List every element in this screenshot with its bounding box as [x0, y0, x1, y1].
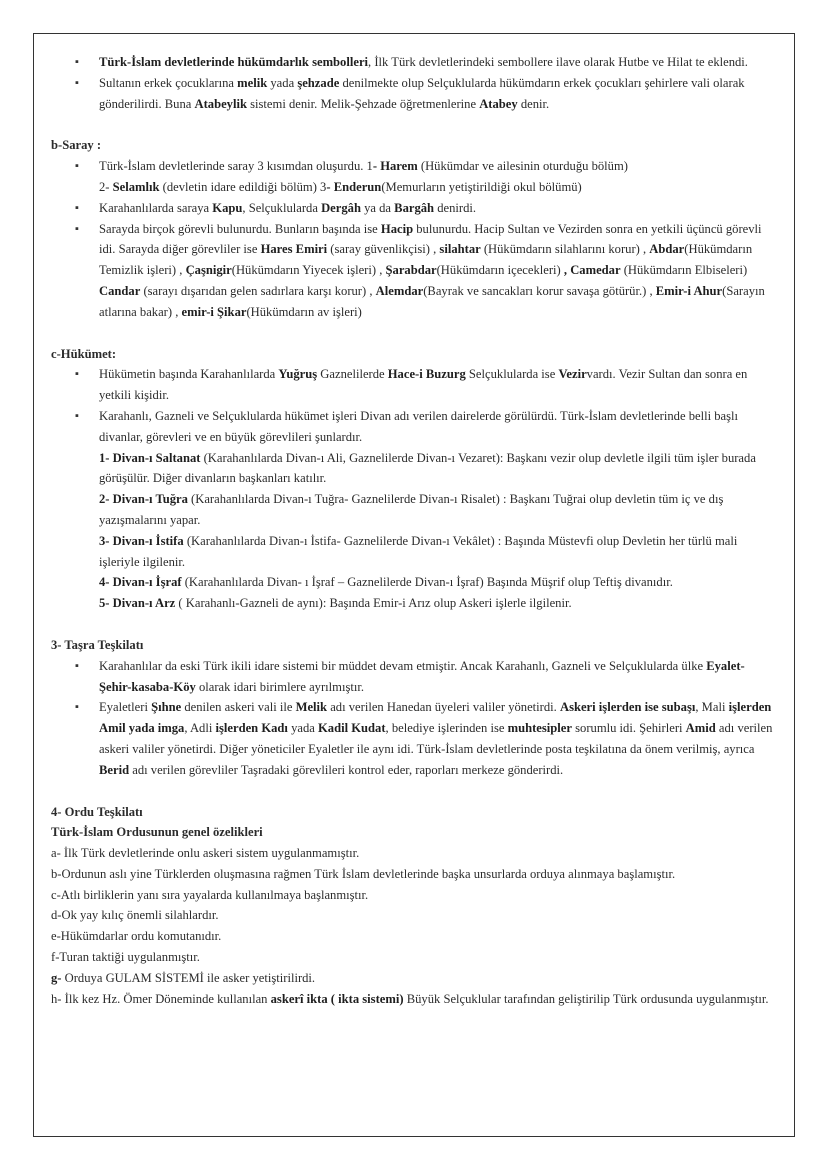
bullet-subline	[99, 448, 773, 490]
ordu-feature-line	[51, 864, 773, 885]
text-run: (Sarayın atlarına bakar) ,	[99, 283, 765, 319]
bold-term: g-	[51, 970, 62, 985]
bullet-subline	[99, 531, 773, 573]
text-run: , Selçuklularda	[242, 200, 322, 215]
text-run: olarak idari birimlere ayrılmıştır.	[195, 679, 365, 694]
bold-term: Emir-i Ahur	[655, 283, 723, 298]
bold-term: - Enderun	[326, 179, 382, 194]
text-run: Büyük Selçuklular tarafından geliştirilip Türk ordusunda uygulanmıştır.	[403, 991, 769, 1006]
bold-term: emir-i Şikar	[181, 304, 247, 319]
text-run: yada	[267, 75, 298, 90]
text-run: (Memurların yetiştirildiği okul bölümü)	[381, 179, 582, 194]
bold-term: Berid	[99, 762, 130, 777]
bold-term: , Camedar	[563, 263, 621, 278]
bold-term: 2- Divan-ı Tuğra	[99, 492, 188, 507]
bullet-item	[51, 219, 773, 323]
text-run: Türk-İslam devletlerinde saray 3 kısımdan oluşurdu. 1	[99, 159, 373, 174]
text-run: bulunurdu. Hacip Sultan ve Vezirden sonra en yetkili üçüncü görevli idi. Sarayda diğer görevliler ise	[99, 221, 762, 257]
bold-term: Hace-i Buzurg	[387, 367, 466, 382]
bullet-subline	[99, 593, 773, 614]
text-run: sistemi denir. Melik-Şehzade öğretmenlerine	[246, 96, 480, 111]
ordu-feature-list	[51, 843, 773, 1009]
text-run: h- İlk kez Hz. Ömer Döneminde kullanılan	[51, 991, 271, 1006]
text-run: (Karahanlılarda Divan-ı Ali, Gaznelilerde Divan-ı Vezaret): Başkanı vezir olup devletle ilgili tüm işler burada görüşülür. Diğer divanların başkanları katılır.	[99, 450, 756, 486]
bold-term: 1- Divan-ı Saltanat	[99, 450, 201, 465]
bold-term: 3- Divan-ı İstifa	[99, 533, 184, 548]
text-run: (Hükümdarın Temizlik işleri) ,	[99, 242, 753, 278]
text-run: (Hükümdarın silahlarını korur) ,	[480, 242, 650, 257]
bullet-subline	[99, 177, 773, 198]
bold-term: Melik	[295, 700, 328, 715]
text-run: Eyaletleri	[99, 700, 152, 715]
text-run: ya da	[360, 200, 395, 215]
bold-term: Eyalet-Şehir-kasaba-Köy	[99, 658, 745, 694]
text-run: b-Ordunun aslı yine Türklerden oluşmasına rağmen Türk İslam devletlerinde başka unsurlarda orduya alınmaya başlamıştır.	[51, 866, 676, 881]
bold-term: Çaşnigir	[185, 263, 232, 278]
bold-term: Atabey	[479, 96, 518, 111]
bullet-item	[51, 406, 773, 614]
text-run: (Karahanlılarda Divan-ı İstifa- Gaznelilerde Divan-ı Vekâlet) : Başında Müstevfi olup Devletin her türlü mali işleriyle ilgilenir.	[99, 533, 738, 569]
text-run: adı verilen askeri valiler yönetirdi. Diğer yöneticiler Eyaletler ile aynı idi. Türk-İslam devletlerinde posta teşkilatına da önem verilmiş, ayrıca	[99, 721, 773, 756]
page-border	[33, 33, 795, 1137]
text-run: adı verilen Hanedan üyeleri valiler yönetirdi.	[327, 700, 560, 715]
bold-term: 4- Divan-ı İşraf	[99, 575, 182, 590]
text-run: (Karahanlılarda Divan- ı İşraf – Gaznelilerde Divan-ı İşraf) Başında Müşrif olup Teftiş divanıdır.	[181, 575, 673, 590]
section-title-tasra: 3- Taşra Teşkilatı	[51, 637, 144, 652]
bold-term: 5- Divan-ı Arz	[99, 596, 176, 611]
bold-term: Candar	[99, 283, 141, 298]
text-run: , Adli	[184, 721, 216, 736]
bullet-subline	[99, 489, 773, 531]
text-run: Karahanlılar da eski Türk ikili idare sistemi bir müddet devam etmiştir. Ancak Karahanlı, Gazneli ve Selçuklularda ülke	[99, 658, 707, 673]
text-run: (saray güvenlikçisi) ,	[327, 242, 440, 257]
bold-term: Bargâh	[394, 200, 435, 215]
bold-term: silahtar	[439, 242, 481, 257]
text-run: Karahanlı, Gazneli ve Selçuklularda hükümet işleri Divan adı verilen dairelerde görülürdü. Türk-İslam devletlerinde belli başlı divanlar, görevleri ve en büyük görevlileri şunlardır.	[99, 408, 739, 444]
bold-term: işlerden Amil yada imga	[99, 700, 772, 736]
text-run: sorumlu idi. Şehirleri	[571, 721, 686, 736]
text-run: (Karahanlılarda Divan-ı Tuğra- Gaznelilerde Divan-ı Risalet) : Başkanı Tuğrai olup devletin tüm iç ve dış yazışmalarını yapar.	[99, 492, 724, 527]
text-run: Hükümetin başında Karahanlılarda	[99, 367, 279, 382]
bold-term: Abdar	[649, 242, 685, 257]
text-run: Karahanlılarda saraya	[99, 200, 213, 215]
text-run: denirdi.	[434, 200, 477, 215]
text-run: (devletin idare edildiği bölüm) 3	[159, 179, 327, 194]
ordu-feature-line	[51, 905, 773, 926]
bold-term: melik	[237, 75, 268, 90]
text-run: Selçuklularda ise	[465, 367, 559, 382]
text-run: denir.	[517, 96, 550, 111]
section-title-saray: b-Saray :	[51, 138, 102, 153]
text-run: (Hükümdar ve ailesinin oturduğu bölüm)	[417, 159, 628, 174]
bold-term: Selamlık	[112, 179, 160, 194]
bold-term: Şıhne	[151, 700, 182, 715]
ordu-feature-line	[51, 885, 773, 906]
bold-term: Askeri işlerden ise subaşı	[559, 700, 696, 715]
text-run: , Mali	[695, 700, 729, 715]
bold-term: işlerden Kadı	[215, 721, 288, 736]
bullet-subline	[99, 572, 773, 593]
bold-term: Amid	[685, 721, 716, 736]
text-run: (Bayrak ve sancakları korur savaşa götürür.) ,	[423, 283, 656, 298]
bold-term: Türk-İslam devletlerinde hükümdarlık sembolleri	[99, 55, 369, 69]
text-run: Orduya GULAM SİSTEMİ ile asker yetiştirilirdi.	[61, 970, 316, 985]
bullet-item	[51, 364, 773, 406]
text-run: c-Atlı birliklerin yanı sıra yayalarda kullanılmaya başlanmıştır.	[51, 887, 369, 902]
ordu-feature-line	[51, 968, 773, 989]
text-run: 2-	[99, 179, 113, 194]
bold-term: Yuğruş	[278, 367, 318, 382]
bullet-item	[51, 697, 773, 780]
text-run: Gaznelilerde	[317, 367, 388, 382]
ordu-feature-line	[51, 947, 773, 968]
bullet-item	[51, 52, 773, 73]
text-run: denilmekte olup Selçuklularda hükümdarın erkek çocukları şehirlere vali olarak gönderilirdi. Buna	[99, 75, 745, 111]
text-run: (Hükümdarın Elbiseleri)	[620, 263, 748, 278]
text-run: f-Turan taktiği uygulanmıştır.	[51, 950, 200, 965]
saray-bullet-list	[51, 156, 773, 322]
bullet-item	[51, 73, 773, 115]
text-run: (Hükümdarın içecekleri)	[436, 263, 564, 278]
text-run: d-Ok yay kılıç önemli silahlardır.	[51, 908, 219, 923]
text-run: vardı. Vezir Sultan dan sonra en yetkili kişidir.	[99, 367, 748, 403]
text-run: , İlk Türk devletlerindeki sembollere ilave olarak Hutbe ve Hilat te eklendi.	[368, 55, 748, 69]
text-run: e-Hükümdarlar ordu komutanıdır.	[51, 929, 222, 944]
section-title-hukumet: c-Hükümet:	[51, 346, 117, 361]
hukumet-bullet-list	[51, 364, 773, 614]
bullet-item	[51, 198, 773, 219]
bold-term: Hares Emiri	[260, 242, 328, 257]
bold-term: Alemdar	[375, 283, 424, 298]
ordu-feature-line	[51, 843, 773, 864]
text-run: Sarayda birçok görevli bulunurdu. Bunların başında ise	[99, 221, 381, 236]
bold-term: Kadil Kudat	[318, 721, 386, 736]
text-run: (Hükümdarın av işleri)	[246, 304, 362, 319]
bold-term: Şarabdar	[385, 263, 437, 278]
bullet-item	[51, 156, 773, 198]
bold-term: - Harem	[372, 159, 418, 174]
ordu-feature-line	[51, 926, 773, 947]
text-run: adı verilen görevliler Taşradaki görevlileri kontrol eder, raporları merkeze gönderirdi.	[129, 762, 564, 777]
text-run: (sarayı dışarıdan gelen sadırlara karşı korur) ,	[140, 283, 376, 298]
tasra-bullet-list	[51, 656, 773, 781]
bold-term: muhtesipler	[507, 721, 572, 736]
bold-term: Dergâh	[321, 200, 361, 215]
text-run: Sultanın erkek çocuklarına	[99, 75, 238, 90]
text-run: (Hükümdarın Yiyecek işleri) ,	[231, 263, 386, 278]
section-title-ordu: 4- Ordu Teşkilatı	[51, 804, 143, 819]
text-run: denilen askeri vali ile	[181, 700, 296, 715]
ordu-feature-line	[51, 989, 773, 1010]
bold-term: şehzade	[297, 75, 340, 90]
bold-term: askerî ikta ( ikta sistemi)	[270, 991, 404, 1006]
document-body	[51, 52, 773, 1009]
bold-term: Hacip	[380, 221, 414, 236]
intro-bullet-list	[51, 52, 773, 114]
section-subtitle-ordu: Türk-İslam Ordusunun genel özelikleri	[51, 825, 263, 840]
text-run: yada	[287, 721, 318, 736]
bold-term: Vezir	[558, 367, 587, 382]
text-run: , belediye işlerinden ise	[385, 721, 508, 736]
text-run: ( Karahanlı-Gazneli de aynı): Başında Emir-i Arız olup Askeri işlerle ilgilenir.	[175, 596, 572, 611]
bold-term: Kapu	[212, 200, 243, 215]
text-run: a- İlk Türk devletlerinde onlu askeri sistem uygulanmamıştır.	[51, 846, 360, 861]
bullet-item	[51, 656, 773, 698]
bold-term: Atabeylik	[194, 96, 247, 111]
